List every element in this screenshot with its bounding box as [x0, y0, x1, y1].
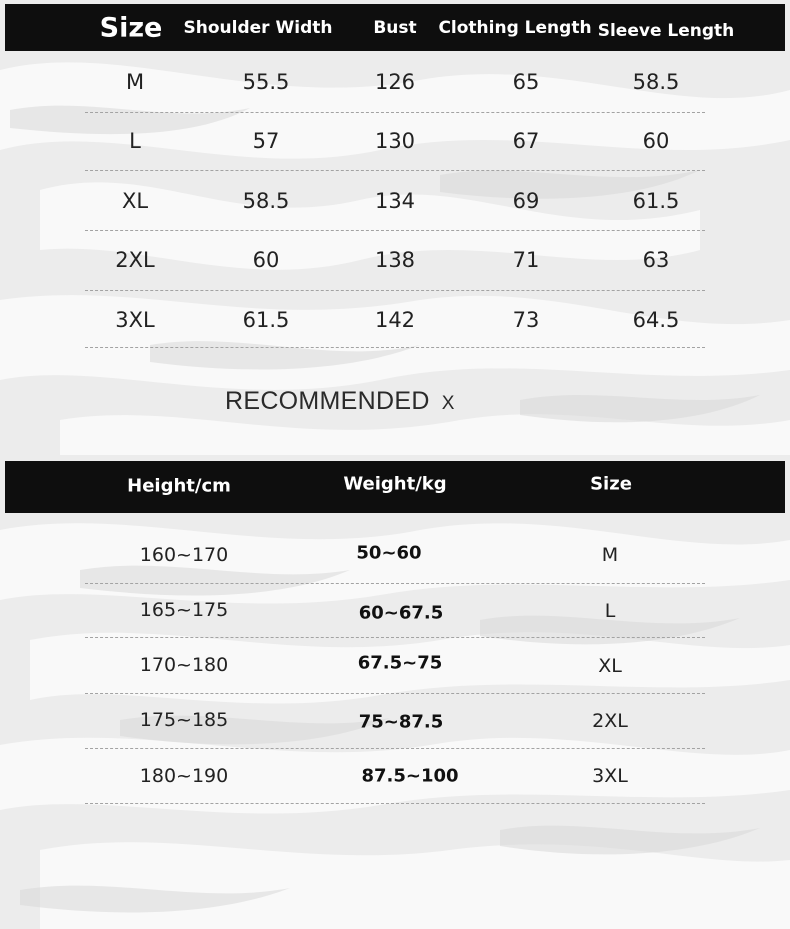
weight-cell: 87.5~100	[361, 765, 459, 787]
row-divider	[85, 112, 705, 113]
length-cell: 73	[512, 308, 540, 332]
shoulder-cell: 57	[252, 129, 280, 153]
length-cell: 69	[512, 189, 540, 213]
header-shoulder-width: Shoulder Width	[183, 17, 333, 38]
row-divider	[85, 347, 705, 348]
size-chart-header	[5, 4, 785, 51]
sleeve-cell: 64.5	[632, 308, 680, 332]
weight-cell: 67.5~75	[357, 652, 443, 674]
header-size: Size	[590, 473, 632, 495]
header-clothing-length: Clothing Length	[438, 17, 592, 38]
header-sleeve-length: Sleeve Length	[597, 21, 735, 42]
height-cell: 180~190	[139, 765, 229, 787]
header-height: Height/cm	[127, 475, 231, 497]
bust-cell: 142	[374, 308, 416, 332]
bust-cell: 134	[374, 189, 416, 213]
size-cell: 2XL	[115, 248, 155, 272]
length-cell: 67	[512, 129, 540, 153]
size-cell: M	[125, 70, 145, 94]
header-size: Size	[99, 12, 163, 44]
size-cell: L	[129, 129, 141, 153]
row-divider	[85, 230, 705, 231]
bust-cell: 138	[374, 248, 416, 272]
height-cell: 160~170	[139, 544, 229, 566]
bust-cell: 126	[374, 70, 416, 94]
height-cell: 175~185	[139, 709, 229, 731]
recommended-mark: X	[441, 393, 455, 414]
weight-cell: 75~87.5	[358, 711, 444, 733]
size-cell: M	[601, 544, 619, 566]
shoulder-cell: 60	[252, 248, 280, 272]
sleeve-cell: 58.5	[632, 70, 680, 94]
size-chart	[0, 0, 790, 360]
size-cell: 3XL	[115, 308, 155, 332]
sleeve-cell: 60	[642, 129, 670, 153]
recommended-title: RECOMMENDED	[225, 387, 430, 415]
size-cell: 2XL	[592, 710, 628, 732]
shoulder-cell: 55.5	[242, 70, 290, 94]
length-cell: 65	[512, 70, 540, 94]
shoulder-cell: 61.5	[242, 308, 290, 332]
height-cell: 165~175	[139, 599, 229, 621]
height-cell: 170~180	[139, 654, 229, 676]
header-weight: Weight/kg	[343, 473, 447, 495]
header-bust: Bust	[373, 17, 417, 38]
row-divider	[85, 170, 705, 171]
weight-cell: 50~60	[356, 542, 422, 564]
recommended-heading	[225, 387, 455, 416]
sleeve-cell: 61.5	[632, 189, 680, 213]
size-cell: XL	[121, 189, 149, 213]
size-cell: L	[604, 600, 616, 622]
row-divider	[85, 290, 705, 291]
size-cell: 3XL	[592, 765, 628, 787]
length-cell: 71	[512, 248, 540, 272]
bust-cell: 130	[374, 129, 416, 153]
weight-cell: 60~67.5	[358, 602, 444, 624]
sleeve-cell: 63	[642, 248, 670, 272]
shoulder-cell: 58.5	[242, 189, 290, 213]
size-cell: XL	[598, 655, 622, 677]
